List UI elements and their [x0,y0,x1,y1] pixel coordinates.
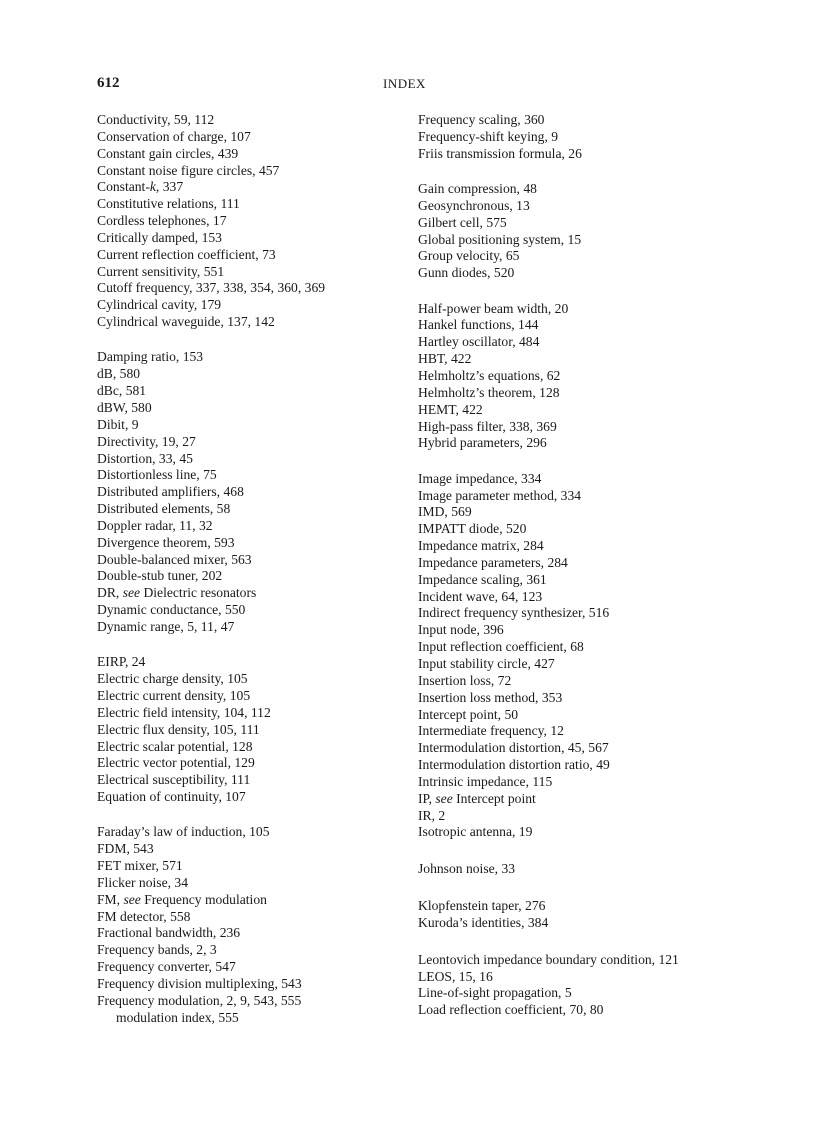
index-entry: Insertion loss, 72 [418,672,512,688]
index-entry: Cordless telephones, 17 [97,213,227,229]
index-entry: Frequency division multiplexing, 543 [97,976,302,991]
index-entry: Faraday’s law of induction, 105 [97,824,270,840]
index-entry: Input reflection coefficient, 68 [418,639,584,655]
index-entry-pre: IP, [418,790,436,806]
index-entry: Intermodulation distortion, 45, 567 [418,740,609,756]
index-entry: Electric field intensity, 104, 112 [97,704,271,720]
index-entry: Johnson noise, 33 [418,861,516,877]
index-entry: Impedance matrix, 284 [418,538,544,554]
index-entry: Double-balanced mixer, 563 [97,551,252,567]
index-entry: Image parameter method, 334 [418,487,582,503]
index-entry: Hybrid parameters, 296 [418,435,547,451]
index-entry: Input stability circle, 427 [418,655,555,671]
index-entry: Distortion, 33, 45 [97,450,193,466]
index-entry: Gunn diodes, 520 [418,265,515,281]
index-entry: Damping ratio, 153 [97,349,204,365]
index-entry: IMPATT diode, 520 [418,521,527,537]
index-entry [97,585,402,602]
index-entry: Half-power beam width, 20 [418,300,569,316]
index-entry: LEOS, 15, 16 [418,968,493,984]
index-entry: EIRP, 24 [97,654,146,670]
index-entry: Frequency-shift keying, 9 [418,128,559,144]
group-gap [97,331,402,350]
index-entry: FDM, 543 [97,841,154,857]
index-entry: Kuroda’s identities, 384 [418,914,549,930]
index-entry: Current reflection coefficient, 73 [97,246,276,262]
group-gap [418,841,748,861]
index-entry: Equation of continuity, 107 [97,789,246,805]
index-entry: Flicker noise, 34 [97,874,188,890]
index-entry: Distributed amplifiers, 468 [97,484,244,500]
index-entry: Electric current density, 105 [97,688,251,703]
index-entry: Current sensitivity, 551 [97,263,225,279]
index-entry: FET mixer, 571 [97,858,183,874]
index-entry: Impedance scaling, 361 [418,571,547,587]
index-entry: Electric vector potential, 129 [97,755,255,771]
index-column-right [418,112,748,1019]
index-entry: Frequency bands, 2, 3 [97,942,217,958]
index-entry: Group velocity, 65 [418,248,520,264]
index-entry: Gain compression, 48 [418,181,537,197]
running-head: INDEX [383,76,426,91]
index-entry: Electrical susceptibility, 111 [97,772,251,788]
index-entry: Friis transmission formula, 26 [418,145,582,161]
index-entry: Input node, 396 [418,622,504,638]
index-entry: HBT, 422 [418,351,472,367]
index-entry: FM detector, 558 [97,908,191,924]
index-entry: Gilbert cell, 575 [418,214,507,230]
index-entry-em: see [435,790,453,806]
index-entry [97,179,402,196]
index-entry: Critically damped, 153 [97,229,222,245]
index-subentry: modulation index, 555 [116,1009,239,1025]
index-entry: Intermediate frequency, 12 [418,723,564,739]
index-entry: Dynamic conductance, 550 [97,602,246,618]
index-entry: Distributed elements, 58 [97,501,231,517]
index-entry: Cutoff frequency, 337, 338, 354, 360, 369 [97,280,326,296]
index-entry: Global positioning system, 15 [418,231,582,247]
index-entry: Constant noise figure circles, 457 [97,162,280,178]
index-entry: Geosynchronous, 13 [418,197,530,213]
index-entry: Doppler radar, 11, 32 [97,517,213,533]
index-entry: Hankel functions, 144 [418,317,539,333]
index-entry: Cylindrical waveguide, 137, 142 [97,314,275,330]
index-entry: Intercept point, 50 [418,706,519,722]
index-entry: Divergence theorem, 593 [97,534,235,550]
index-entry [418,791,748,808]
index-entry: Conservation of charge, 107 [97,128,251,144]
index-entry: HEMT, 422 [418,401,483,417]
group-gap [97,636,402,655]
index-entry-em: see [123,891,141,907]
index-entry: Directivity, 19, 27 [97,433,196,449]
index-entry: Electric scalar potential, 128 [97,738,253,754]
index-entry: Frequency scaling, 360 [418,112,545,127]
index-entry: Hartley oscillator, 484 [418,334,540,350]
index-entry: Line-of-sight propagation, 5 [418,985,572,1001]
index-entry: Indirect frequency synthesizer, 516 [418,605,610,621]
index-entry: Load reflection coefficient, 70, 80 [418,1002,604,1018]
index-entry: Cylindrical cavity, 179 [97,297,222,313]
index-entry: Double-stub tuner, 202 [97,568,223,584]
index-entry: Helmholtz’s equations, 62 [418,367,561,383]
index-entry: Dynamic range, 5, 11, 47 [97,618,235,634]
group-gap [97,806,402,825]
index-entry: High-pass filter, 338, 369 [418,418,557,434]
index-entry: Leontovich impedance boundary condition, 121 [418,951,679,967]
index-entry: Distortionless line, 75 [97,467,217,483]
index-entry-post: Frequency modulation [140,891,267,907]
index-entry-em: k [149,179,156,195]
index-entry: Constant gain circles, 439 [97,145,239,161]
index-entry: Helmholtz’s theorem, 128 [418,384,560,400]
page-number: 612 [97,75,120,91]
index-entry-pre: Constant- [97,179,150,195]
index-column-left [97,112,402,1027]
index-entry-pre: FM, [97,891,124,907]
group-gap [418,452,748,471]
index-entry-post: Intercept point [452,790,536,806]
index-entry [97,892,402,909]
index-entry: IMD, 569 [418,504,472,520]
index-entry: dB, 580 [97,366,141,382]
index-entry: dBc, 581 [97,383,147,399]
index-entry: Klopfenstein taper, 276 [418,898,546,914]
index-entry: Electric flux density, 105, 111 [97,721,260,737]
index-entry: Isotropic antenna, 19 [418,824,533,840]
group-gap [418,163,748,182]
group-gap [418,932,748,952]
index-entry: Insertion loss method, 353 [418,689,563,705]
index-entry: Incident wave, 64, 123 [418,588,543,604]
index-entry-pre: DR, [97,585,123,601]
index-entry: Fractional bandwidth, 236 [97,925,241,941]
index-entry-em: see [122,585,141,601]
index-entry: Image impedance, 334 [418,470,542,486]
index-entry: Dibit, 9 [97,416,139,432]
index-entry: dBW, 580 [97,400,152,415]
index-entry: Frequency converter, 547 [97,959,236,975]
index-entry: Constitutive relations, 111 [97,196,240,212]
index-entry: Intermodulation distortion ratio, 49 [418,757,610,773]
index-entry: Conductivity, 59, 112 [97,112,215,127]
index-entry: Electric charge density, 105 [97,671,248,687]
group-gap [418,878,748,898]
index-entry-post: , 337 [155,179,184,195]
group-gap [418,282,748,301]
index-entry: IR, 2 [418,807,446,823]
index-entry-post: Dielectric resonators [140,585,257,601]
index-entry: Impedance parameters, 284 [418,554,568,570]
index-entry: Intrinsic impedance, 115 [418,773,553,789]
index-entry: Frequency modulation, 2, 9, 543, 555 [97,992,302,1008]
